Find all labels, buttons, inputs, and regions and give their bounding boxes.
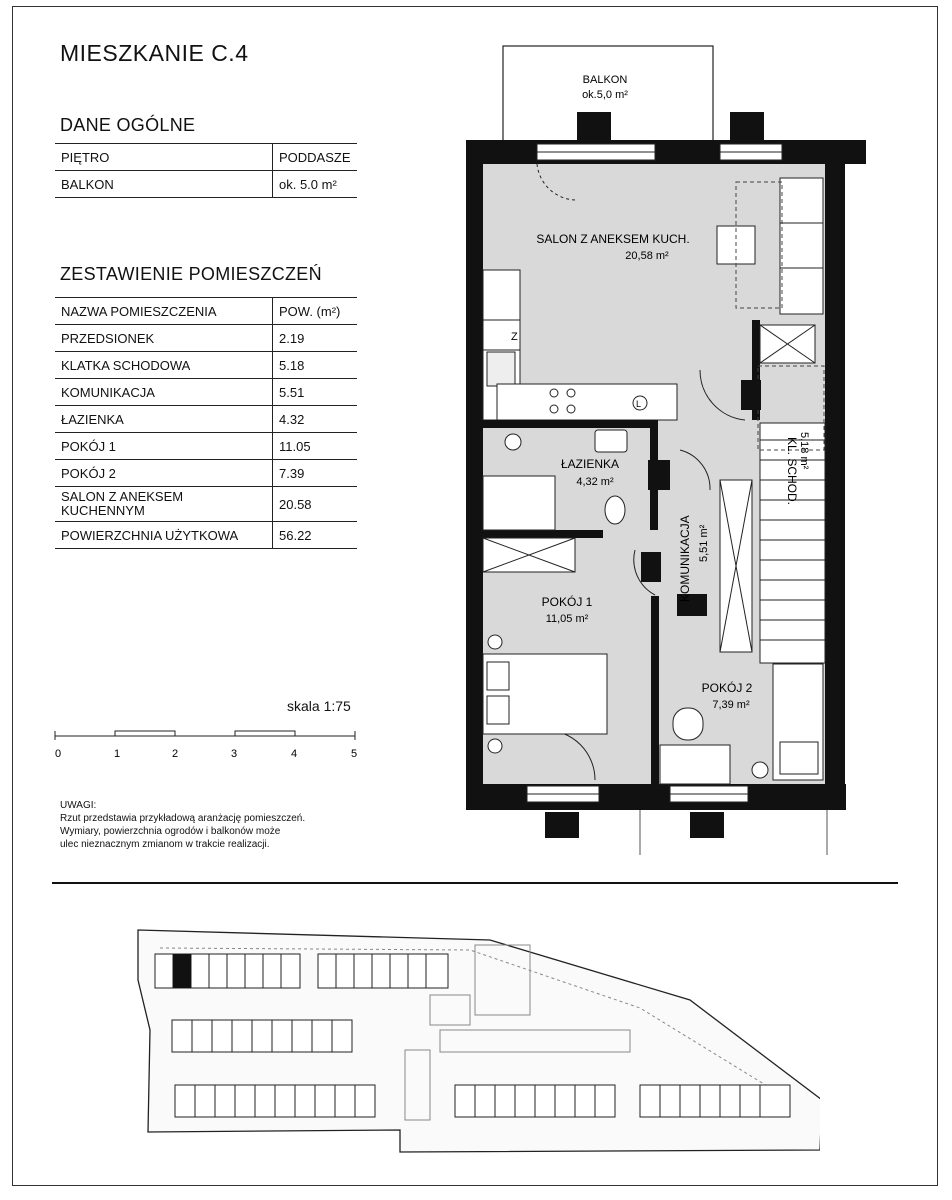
general-value: PODDASZE [273,144,358,171]
room2-name: POKÓJ 2 [701,681,753,695]
wall-right [825,140,845,810]
general-label: PIĘTRO [55,144,273,171]
table-row [55,406,357,433]
divider [52,882,898,884]
washer-mark: L [636,399,642,409]
table-row [55,522,357,549]
table-row [55,171,357,198]
general-heading: DANE OGÓLNE [60,115,196,135]
column [741,380,761,410]
room2-area: 7,39 m² [712,699,750,711]
balcony-name: BALKON [582,74,628,86]
stair-name: KL. SCHOD. [785,437,799,506]
wall-left [466,140,483,810]
site-plan [130,920,820,1160]
building-row [172,1020,352,1052]
scale-tick-label: 2 [171,748,179,760]
highlighted-unit [173,954,191,988]
col-area-header: POW. (m²) [273,298,358,325]
rooms-heading: ZESTAWIENIE POMIESZCZEŃ [60,264,322,284]
room-area: 5.18 [273,352,358,379]
room-name: POKÓJ 2 [55,460,273,487]
room-area: 11.05 [273,433,358,460]
salon-area: 20,58 m² [625,250,669,262]
column [648,460,670,490]
corridor-name: KOMUNIKACJA [678,515,692,602]
page-title: MIESZKANIE C.4 [60,40,249,66]
table-row [55,379,357,406]
salon-name: SALON Z ANEKSEM KUCH. [536,232,690,246]
shower [483,476,555,530]
wall-rooms-divider [651,596,659,784]
room-area: 5.51 [273,379,358,406]
nightstand-lamp [488,635,502,649]
room-area: 7.39 [273,460,358,487]
pillow [487,662,509,690]
wall-bath-top [483,420,658,428]
sofa [780,178,823,314]
chair [673,708,703,740]
roof-window [545,812,579,838]
table-row [55,433,357,460]
stair-area: 5,18 m² [798,432,810,470]
room-area: 4.32 [273,406,358,433]
room-name: KOMUNIKACJA [55,379,273,406]
room-name: POKÓJ 1 [55,433,273,460]
pillow [780,742,818,774]
balcony-post [730,112,764,140]
lamp [752,762,768,778]
building-row [175,1085,375,1117]
sink [487,352,515,386]
scale-tick-label: 0 [54,748,62,760]
general-label: BALKON [55,171,273,198]
room-area: 56.22 [273,522,358,549]
table-row [55,325,357,352]
table-header-row [55,298,357,325]
kitchen-counter-bottom [497,384,677,420]
col-name-header: NAZWA POMIESZCZENIA [55,298,273,325]
scale-tick-label: 4 [290,748,298,760]
room-name: KLATKA SCHODOWA [55,352,273,379]
wall-bath-bottom [483,530,603,538]
bath-name: ŁAZIENKA [560,457,620,471]
balcony-area: ok.5,0 m² [582,89,628,101]
building-row [455,1085,615,1117]
floor-plan [455,40,875,870]
rooms-table [55,297,357,549]
boiler [505,434,521,450]
room-name: PRZEDSIONEK [55,325,273,352]
washbasin [595,430,627,452]
wall-bottom [466,784,846,810]
scale-label: skala 1:75 [287,698,351,714]
building-row [640,1085,790,1117]
room1-area: 11,05 m² [545,613,589,625]
general-value: ok. 5.0 m² [273,171,358,198]
column [641,552,661,582]
nightstand-lamp [488,739,502,753]
table-row [55,144,357,171]
roof-window [690,812,724,838]
scale-block [115,731,175,736]
corridor-area: 5,51 m² [698,524,710,562]
room-name: POWIERZCHNIA UŻYTKOWA [55,522,273,549]
table-row [55,352,357,379]
table-row [55,487,357,522]
desk [660,745,730,784]
general-table [55,143,357,198]
table-row [55,460,357,487]
scale-bar [50,725,370,761]
notes-heading: UWAGI: [60,800,97,811]
toilet [605,496,625,524]
building-row [318,954,448,988]
note-line: Rzut przedstawia przykładową aranżację pomieszczeń. [60,813,306,824]
scale-tick-label: 3 [230,748,238,760]
room-area: 20.58 [273,487,358,522]
room1-name: POKÓJ 1 [541,595,593,609]
room-area: 2.19 [273,325,358,352]
pillow [487,696,509,724]
bath-area: 4,32 m² [576,476,614,488]
note-line: Wymiary, powierzchnia ogrodów i balkonów może [60,826,281,837]
note-line: ulec nieznacznym zmianom w trakcie realizacji. [60,839,270,850]
scale-block [235,731,295,736]
notes [60,799,305,851]
room-name: SALON Z ANEKSEM KUCHENNYM [55,487,273,522]
room-name: ŁAZIENKA [55,406,273,433]
wall-top [466,140,866,164]
balcony-post [577,112,611,140]
scale-tick-label: 5 [350,748,358,760]
scale-tick-label: 1 [113,748,121,760]
fridge-mark: Z [511,331,518,343]
